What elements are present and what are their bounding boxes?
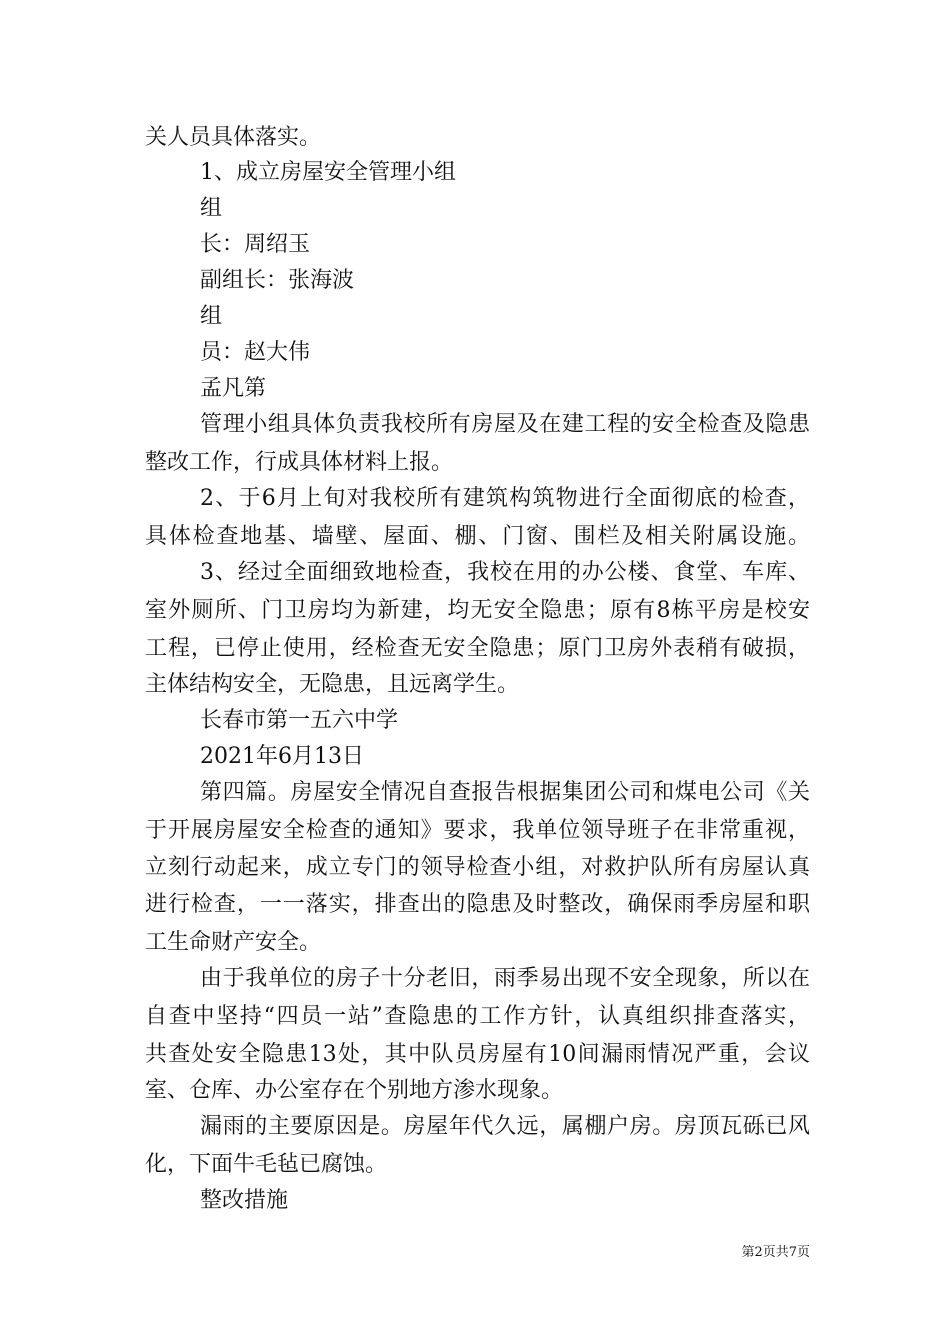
text-line: 室、仓库、办公室存在个别地方渗水现象。 xyxy=(145,1078,564,1103)
text-line: 组 xyxy=(200,196,223,221)
text-line: 工生命财产安全。 xyxy=(145,930,322,955)
text-line: 长春市第一五六中学 xyxy=(200,708,399,733)
text-line: 3、经过全面细致地检查，我校在用的办公楼、食堂、车库、 xyxy=(200,560,810,585)
text-line: 具体检查地基、墙壁、屋面、棚、门窗、围栏及相关附属设施。 xyxy=(145,524,810,549)
text-line: 孟凡第 xyxy=(200,376,267,401)
text-line: 第四篇。房屋安全情况自查报告根据集团公司和煤电公司《关 xyxy=(200,780,810,805)
text-line: 工程，已停止使用，经检查无安全隐患；原门卫房外表稍有破损， xyxy=(145,636,810,661)
text-line: 副组长：张海波 xyxy=(200,268,355,293)
text-line: 化，下面牛毛毡已腐蚀。 xyxy=(145,1152,388,1177)
text-line: 室外厕所、门卫房均为新建，均无安全隐患；原有8栋平房是校安 xyxy=(145,598,810,623)
text-line: 共查处安全隐患13处，其中队员房屋有10间漏雨情况严重，会议 xyxy=(145,1042,810,1067)
text-line: 管理小组具体负责我校所有房屋及在建工程的安全检查及隐患 xyxy=(200,412,810,437)
text-line: 进行检查，一一落实，排查出的隐患及时整改，确保雨季房屋和职 xyxy=(145,892,810,917)
text-line: 关人员具体落实。 xyxy=(145,125,322,150)
text-line: 立刻行动起来，成立专门的领导检查小组，对救护队所有房屋认真 xyxy=(145,855,810,880)
text-line: 由于我单位的房子十分老旧，雨季易出现不安全现象，所以在 xyxy=(200,966,810,991)
text-line: 于开展房屋安全检查的通知》要求，我单位领导班子在非常重视， xyxy=(145,818,810,843)
text-line: 主体结构安全，无隐患，且远离学生。 xyxy=(145,672,520,697)
text-line: 1、成立房屋安全管理小组 xyxy=(200,160,456,185)
text-line: 2、于6月上旬对我校所有建筑构筑物进行全面彻底的检查， xyxy=(200,486,810,511)
text-line: 长：周绍玉 xyxy=(200,232,311,257)
page-indicator: 第2页共7页 xyxy=(741,1245,810,1260)
text-line: 员：赵大伟 xyxy=(200,340,311,365)
text-line: 漏雨的主要原因是。房屋年代久远，属棚户房。房顶瓦砾已风 xyxy=(200,1114,810,1139)
text-line: 整改措施 xyxy=(200,1188,289,1213)
text-line: 组 xyxy=(200,304,223,329)
text-line: 整改工作，行成具体材料上报。 xyxy=(145,450,454,475)
text-line: 2021年6月13日 xyxy=(200,744,364,769)
text-line: 自查中坚持“四员一站”查隐患的工作方针，认真组织排查落实， xyxy=(145,1004,810,1029)
